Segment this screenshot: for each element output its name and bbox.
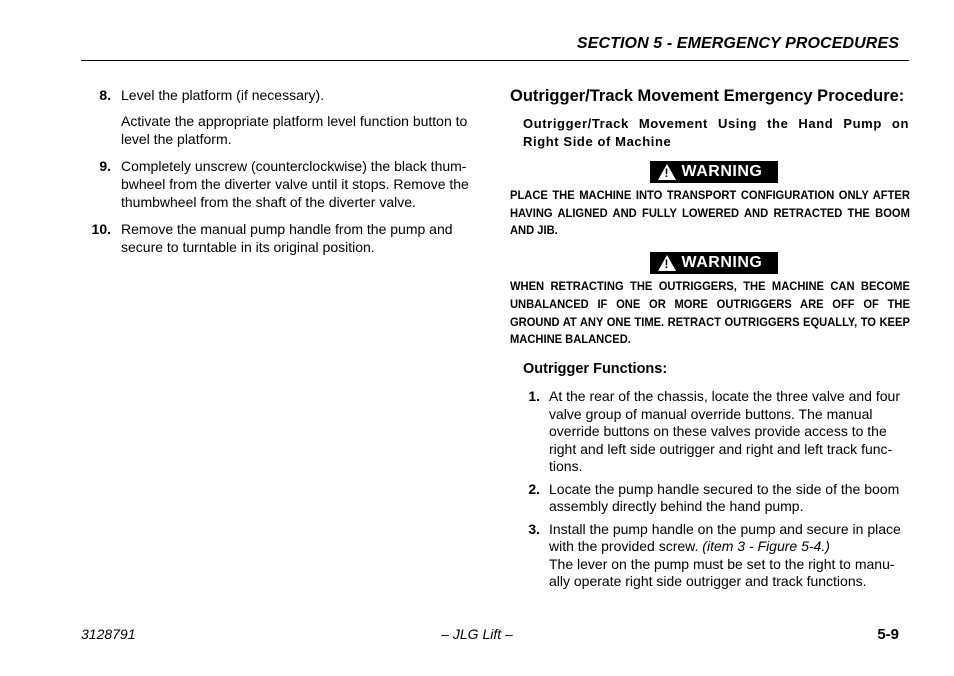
warning-label: WARNING: [681, 254, 763, 272]
document-number: 3128791: [81, 626, 136, 642]
step-10: [81, 220, 481, 256]
step-text: Locate the pump handle secured to the side of the boom assembly directly behind the hand pump.: [549, 480, 900, 515]
header-divider: [81, 60, 909, 61]
step-text: Completely unscrew (counterclockwise) the black thum-bwheel from the diverter valve until it stops. Remove the thumbwheel from the shaft of the diverter valve.: [121, 158, 469, 210]
step-text: At the rear of the chassis, locate the three valve and four valve group of manual override buttons. The manual override buttons on these valves provide access to the right and left side outrigger and right and left track func-tions.: [549, 388, 900, 475]
function-step: [510, 388, 909, 476]
section-title: SECTION 5 - EMERGENCY PROCEDURES: [576, 35, 899, 52]
step-text: Level the platform (if necessary).: [121, 87, 325, 103]
step-number: 1.: [528, 388, 540, 405]
function-step: [510, 481, 909, 516]
subheading: Outrigger/Track Movement Using the Hand Pump on Right Side of Machine: [523, 116, 909, 149]
step-text: Remove the manual pump handle from the pump and secure to turntable in its original position.: [121, 221, 453, 255]
functions-heading: Outrigger Functions:: [523, 360, 668, 377]
step-text-part: Install the pump handle on the pump and secure in place with the provided screw.: [549, 520, 901, 555]
warning-badge: ! WARNING: [650, 161, 778, 183]
left-column: [81, 86, 481, 265]
figure-reference: (item 3 - Figure 5-4.): [702, 538, 830, 555]
page-number: 5-9: [877, 626, 899, 643]
warning-text: WHEN RETRACTING THE OUTRIGGERS, THE MACHINE CAN BECOME UNBALANCED IF ONE OR MORE OUTRIGGERS ARE OFF OF THE GROUND AT ANY ONE TIME. RETRACT OUTRIGGERS EQUALLY, TO KEEP MACHINE BALANCED.: [510, 279, 910, 347]
footer-brand: – JLG Lift –: [441, 626, 513, 642]
warning-text: PLACE THE MACHINE INTO TRANSPORT CONFIGURATION ONLY AFTER HAVING ALIGNED AND FULLY LOWERED AND RETRACTED THE BOOM AND JIB.: [510, 188, 910, 238]
step-number: 10.: [91, 221, 111, 237]
step-9: [81, 157, 481, 211]
procedure-title: Outrigger/Track Movement Emergency Procedure:: [510, 87, 905, 105]
step-number: 3.: [528, 520, 540, 537]
step-number: 9.: [99, 158, 111, 174]
step-text-part: The lever on the pump must be set to the right to manu-ally operate right side outrigger and track functions.: [549, 555, 895, 590]
step-text: Activate the appropriate platform level function button to level the platform.: [121, 113, 468, 147]
function-step: [510, 521, 909, 591]
step-8: [81, 86, 481, 148]
warning-label: WARNING: [681, 163, 763, 180]
step-text: [549, 521, 909, 591]
functions-steps: [510, 388, 909, 591]
step-number: 8.: [99, 87, 111, 103]
warning-badge: ! WARNING: [650, 252, 778, 274]
right-column: [510, 86, 909, 596]
step-number: 2.: [528, 480, 540, 497]
